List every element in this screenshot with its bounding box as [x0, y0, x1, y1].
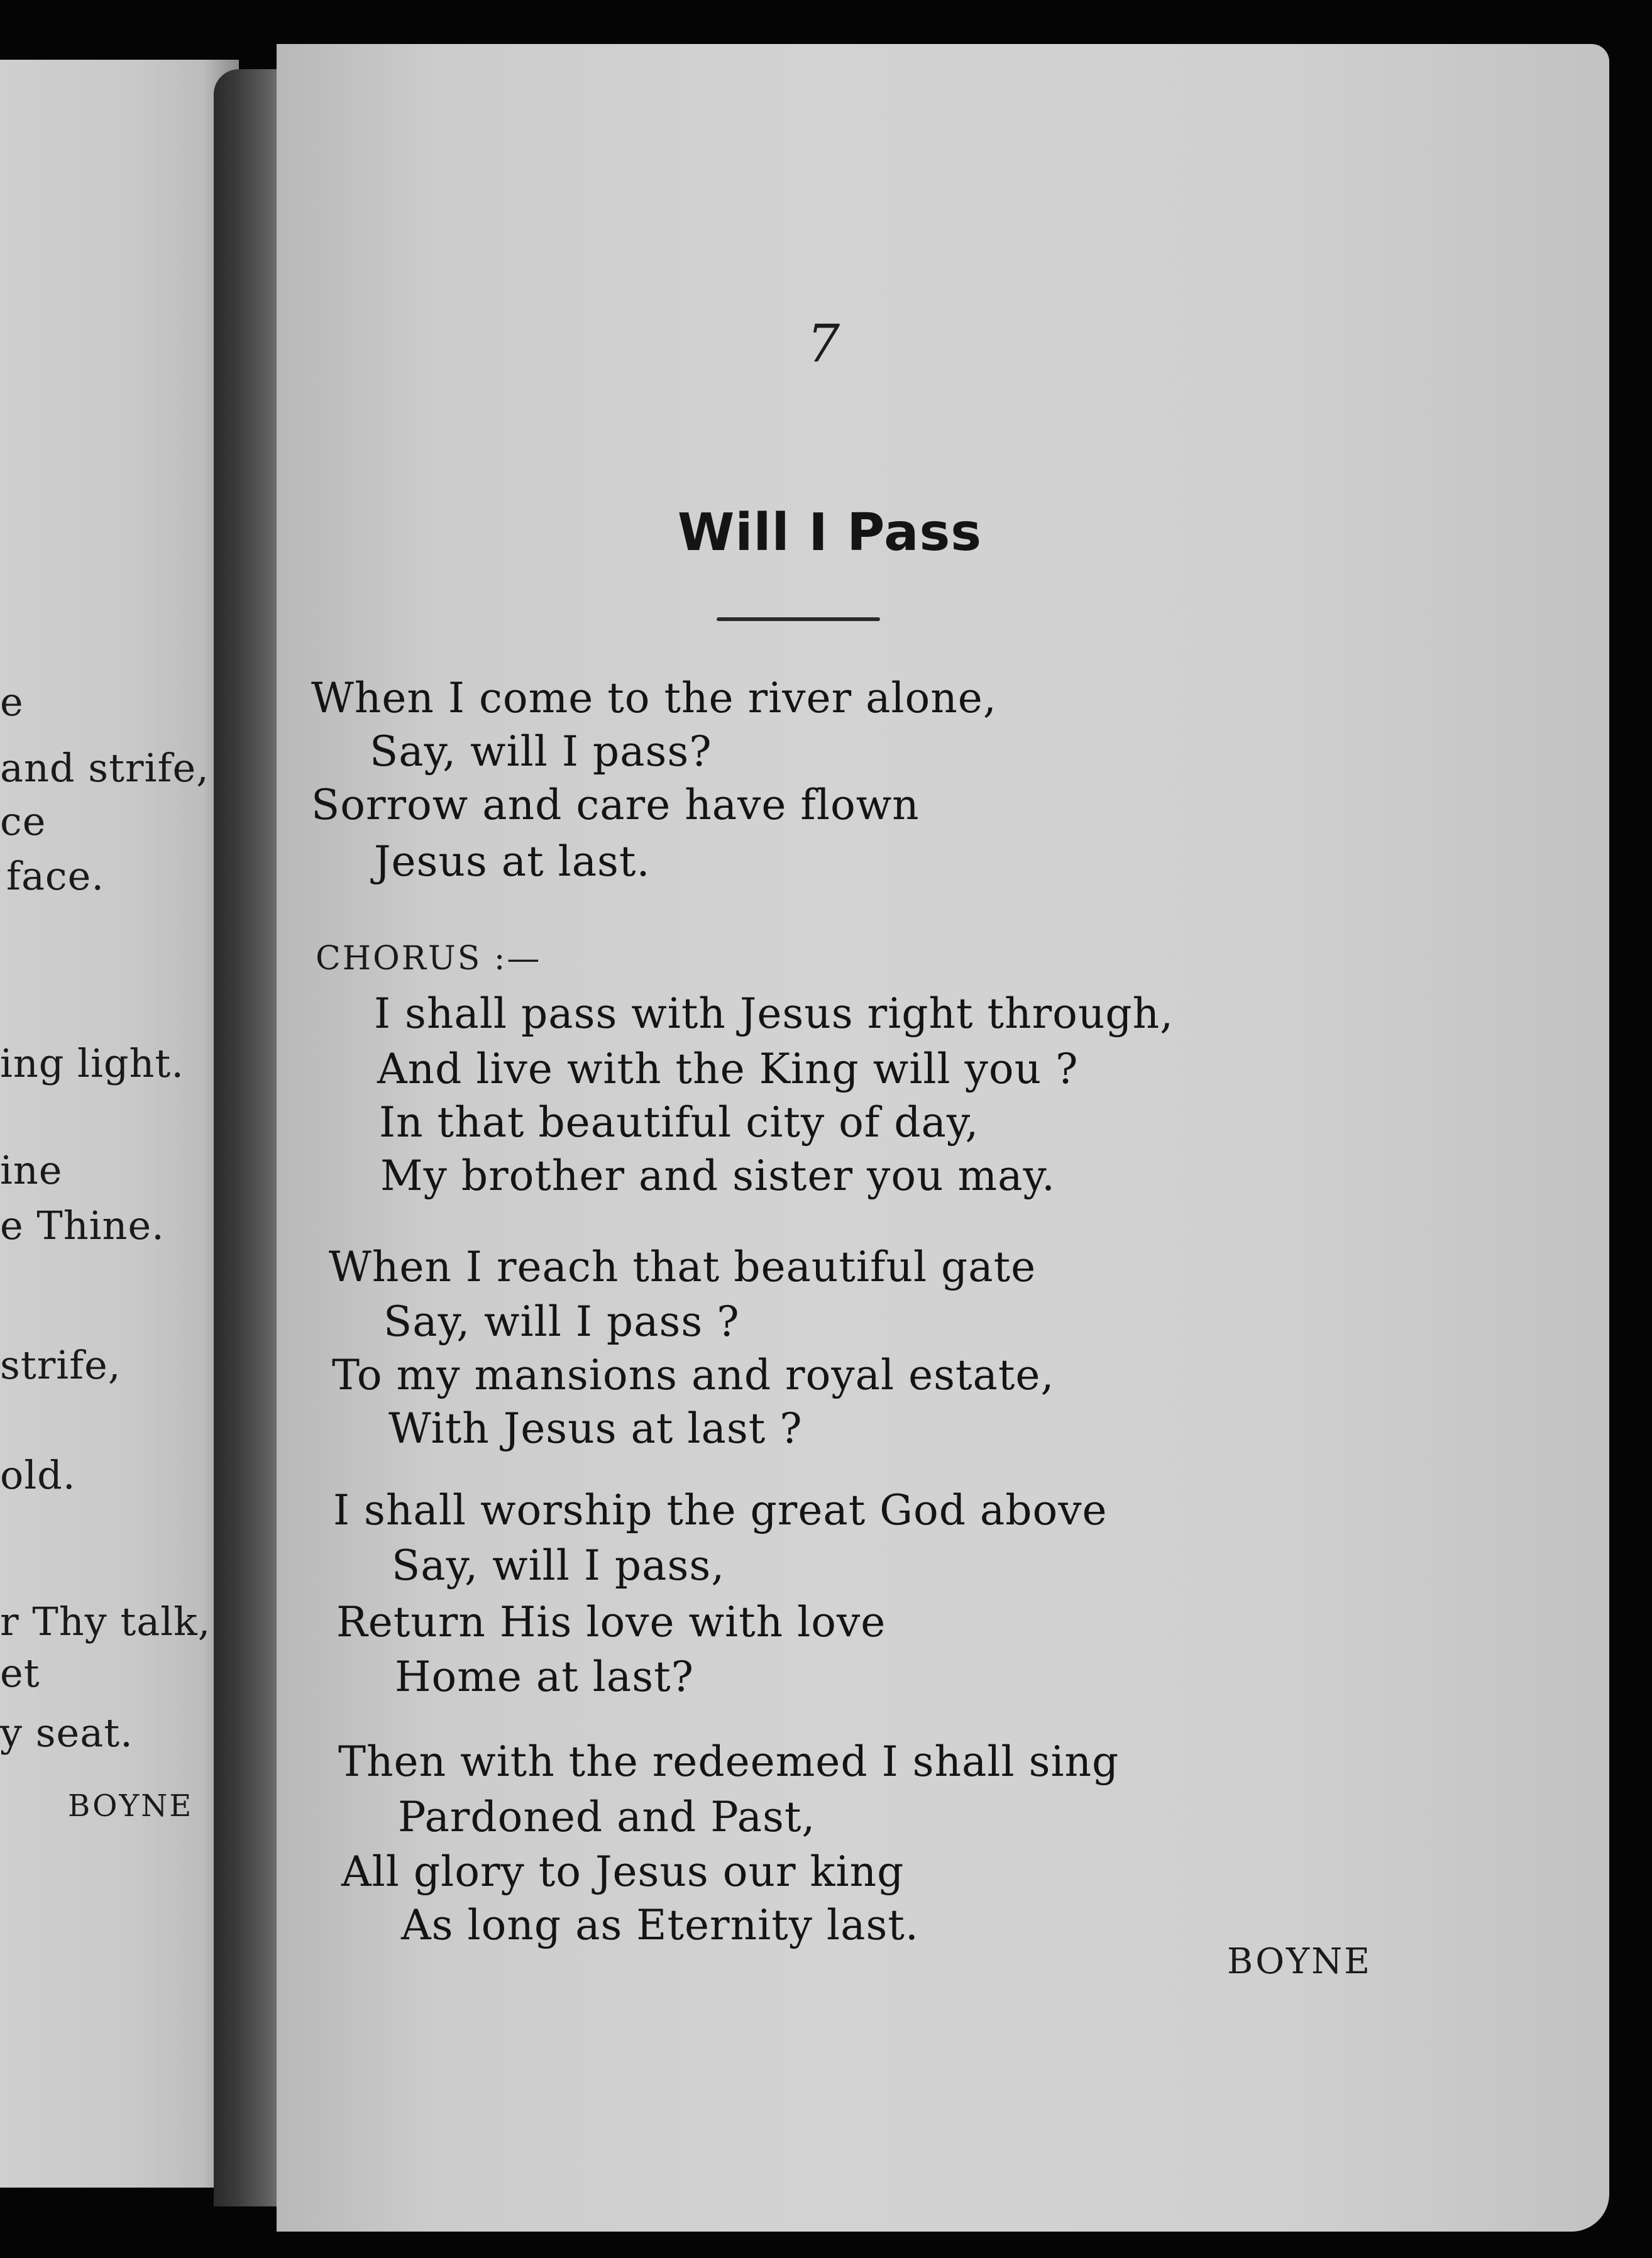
title-divider — [717, 617, 880, 621]
left-page-signature: BOYNE — [68, 1788, 194, 1824]
left-page-fragment: face. — [6, 853, 105, 899]
left-page-fragment: ce — [0, 798, 47, 844]
stanza-2-line-3: To my mansions and royal estate, — [332, 1351, 1055, 1399]
chorus-line-1: I shall pass with Jesus right through, — [374, 989, 1174, 1038]
stanza-4-line-2: Pardoned and Past, — [398, 1793, 816, 1841]
page-number: 7 — [807, 314, 840, 374]
right-page — [277, 44, 1609, 2232]
stanza-3-line-2: Say, will I pass, — [392, 1541, 725, 1590]
stanza-4-line-4: As long as Eternity last. — [401, 1901, 919, 1949]
left-page-fragment: strife, — [0, 1342, 121, 1388]
left-page-fragment: y seat. — [0, 1710, 133, 1756]
stanza-1-line-4: Jesus at last. — [374, 837, 651, 886]
left-page-fragment: r Thy talk, — [0, 1599, 211, 1644]
poem-title: Will I Pass — [677, 503, 983, 563]
left-page-fragment: old. — [0, 1452, 76, 1498]
stanza-1-line-3: Sorrow and care have flown — [311, 781, 920, 829]
stanza-1-line-2: Say, will I pass? — [370, 727, 712, 776]
left-page — [0, 60, 239, 2188]
stanza-1-line-1: When I come to the river alone, — [311, 674, 997, 722]
left-page-fragment: e Thine. — [0, 1203, 165, 1248]
left-page-fragment: and strife, — [0, 745, 209, 791]
stanza-3-line-1: I shall worship the great God above — [333, 1486, 1108, 1534]
stanza-4-line-1: Then with the redeemed I shall sing — [338, 1738, 1120, 1786]
left-page-fragment: ing light. — [0, 1040, 185, 1086]
stanza-2-line-1: When I reach that beautiful gate — [329, 1243, 1037, 1291]
chorus-line-4: My brother and sister you may. — [380, 1152, 1055, 1200]
left-page-fragment: e — [0, 679, 24, 725]
author-signature: BOYNE — [1227, 1941, 1372, 1982]
stanza-2-line-2: Say, will I pass ? — [383, 1297, 740, 1346]
stanza-2-line-4: With Jesus at last ? — [388, 1404, 803, 1453]
stanza-4-line-3: All glory to Jesus our king — [341, 1848, 905, 1896]
left-page-fragment: ine — [0, 1147, 63, 1193]
left-page-fragment: et — [0, 1650, 40, 1696]
chorus-label: CHORUS :— — [316, 940, 542, 978]
stanza-3-line-4: Home at last? — [395, 1653, 694, 1701]
chorus-line-2: And live with the King will you ? — [377, 1045, 1079, 1093]
chorus-line-3: In that beautiful city of day, — [379, 1098, 979, 1147]
stanza-3-line-3: Return His love with love — [336, 1598, 886, 1646]
